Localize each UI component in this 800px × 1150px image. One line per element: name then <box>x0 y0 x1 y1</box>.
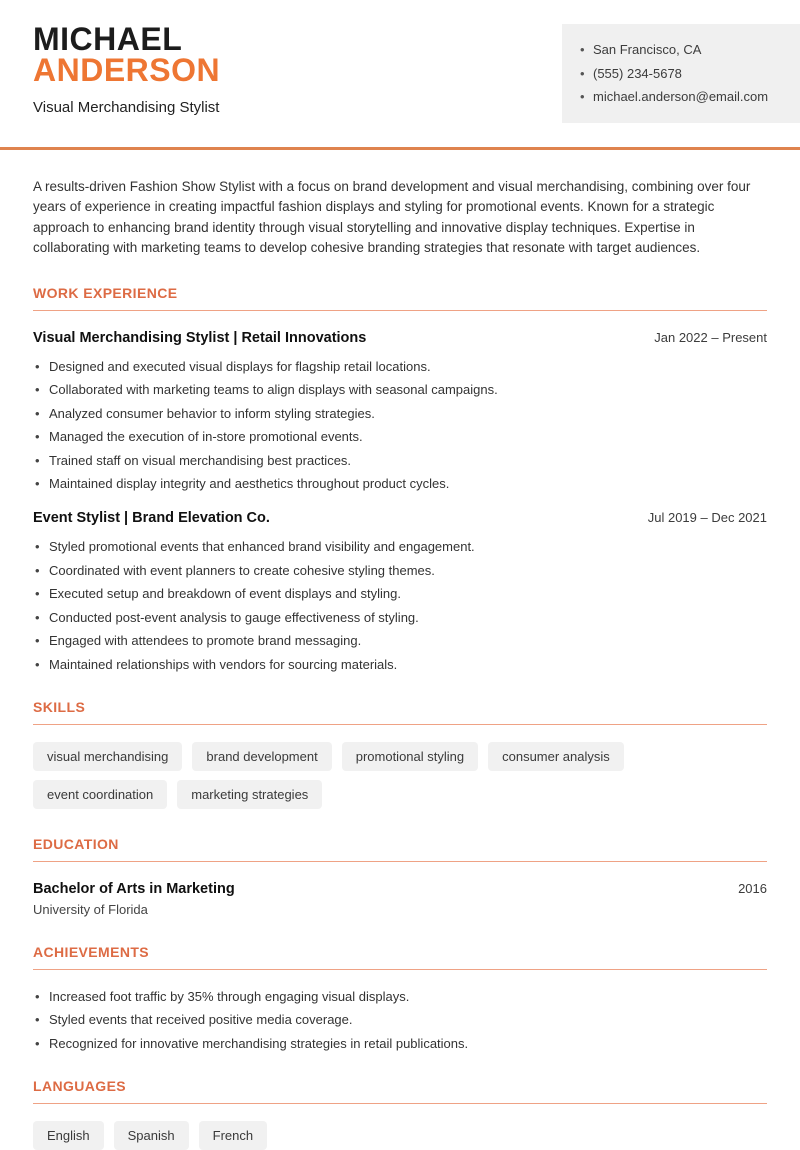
achievements-heading: ACHIEVEMENTS <box>33 943 150 960</box>
job-bullet-list <box>33 539 767 672</box>
name-last: ANDERSON <box>33 52 221 88</box>
job-title: Visual Merchandising Stylist | Retail Innovations <box>33 329 367 346</box>
skills-heading: SKILLS <box>33 698 86 715</box>
education-header <box>33 881 767 897</box>
job-entry <box>33 330 767 492</box>
work-experience-heading: WORK EXPERIENCE <box>33 284 178 301</box>
education-year: 2016 <box>738 880 767 896</box>
name-block <box>33 21 221 116</box>
job-entry <box>33 510 767 672</box>
contact-list <box>580 38 776 109</box>
job-bullet: • Maintained display integrity and aesthetics throughout product cycles. <box>33 476 767 491</box>
section-underline <box>33 969 767 970</box>
job-bullet-list <box>33 359 767 492</box>
job-bullet: • Conducted post-event analysis to gauge effectiveness of styling. <box>33 610 767 625</box>
language-tag: English <box>33 1121 104 1150</box>
job-bullet: • Executed setup and breakdown of event displays and styling. <box>33 586 767 601</box>
skill-tag: visual merchandising <box>33 742 182 771</box>
job-header <box>33 510 767 526</box>
job-bullet: • Coordinated with event planners to create cohesive styling themes. <box>33 563 767 578</box>
skill-tag: brand development <box>192 742 331 771</box>
job-title: Event Stylist | Brand Elevation Co. <box>33 510 270 526</box>
languages-heading: LANGUAGES <box>33 1077 127 1094</box>
job-header <box>33 330 767 346</box>
skill-tag: event coordination <box>33 780 167 809</box>
skill-tag: marketing strategies <box>177 780 322 809</box>
section-work-experience <box>33 285 767 672</box>
job-dates: Jan 2022 – Present <box>654 329 767 345</box>
skill-tag: consumer analysis <box>488 742 624 771</box>
section-languages <box>33 1078 767 1150</box>
language-tag: French <box>199 1121 267 1150</box>
education-school: University of Florida <box>33 901 148 917</box>
achievement-bullet: • Recognized for innovative merchandising strategies in retail publications. <box>33 1036 767 1051</box>
education-degree: Bachelor of Arts in Marketing <box>33 880 235 897</box>
section-skills <box>33 699 767 809</box>
skills-tag-list <box>33 742 767 809</box>
job-bullet: • Styled promotional events that enhanced brand visibility and engagement. <box>33 539 767 554</box>
resume-content <box>0 150 800 1150</box>
contact-phone: • (555) 234-5678 <box>580 62 776 86</box>
header-job-title: Visual Merchandising Stylist <box>33 99 220 116</box>
language-tag: Spanish <box>114 1121 189 1150</box>
achievement-bullet: • Styled events that received positive media coverage. <box>33 1012 767 1027</box>
job-bullet: • Trained staff on visual merchandising best practices. <box>33 453 767 468</box>
job-bullet: • Maintained relationships with vendors for sourcing materials. <box>33 657 767 672</box>
skill-tag: promotional styling <box>342 742 478 771</box>
contact-location: • San Francisco, CA <box>580 38 776 62</box>
job-bullet: • Analyzed consumer behavior to inform styling strategies. <box>33 406 767 421</box>
job-bullet: • Collaborated with marketing teams to align displays with seasonal campaigns. <box>33 382 767 397</box>
languages-tag-list <box>33 1121 767 1150</box>
education-entry <box>33 881 767 917</box>
section-education <box>33 836 767 917</box>
contact-card <box>562 24 800 123</box>
job-bullet: • Designed and executed visual displays for flagship retail locations. <box>33 359 767 374</box>
resume-header <box>0 0 800 123</box>
contact-email: • michael.anderson@email.com <box>580 85 776 109</box>
section-underline <box>33 861 767 862</box>
job-dates: Jul 2019 – Dec 2021 <box>647 510 767 525</box>
job-bullet: • Managed the execution of in-store promotional events. <box>33 429 767 444</box>
achievements-list <box>33 989 767 1051</box>
section-underline <box>33 310 767 311</box>
summary-paragraph: A results-driven Fashion Show Stylist with a focus on brand development and visual merchandising, combining over four years of experience in creating impactful fashion displays and styling for promotional events. Known for a strategic approach to enhancing brand identity through visual storytelling and innovative display techniques. Expertise in collaborating with marketing teams to develop cohesive branding strategies that resonate with target audiences. <box>33 178 751 255</box>
achievement-bullet: • Increased foot traffic by 35% through engaging visual displays. <box>33 989 767 1004</box>
job-bullet: • Engaged with attendees to promote brand messaging. <box>33 633 767 648</box>
section-achievements <box>33 944 767 1051</box>
section-underline <box>33 724 767 725</box>
name-first: MICHAEL <box>33 21 183 57</box>
section-underline <box>33 1103 767 1104</box>
education-heading: EDUCATION <box>33 835 119 852</box>
